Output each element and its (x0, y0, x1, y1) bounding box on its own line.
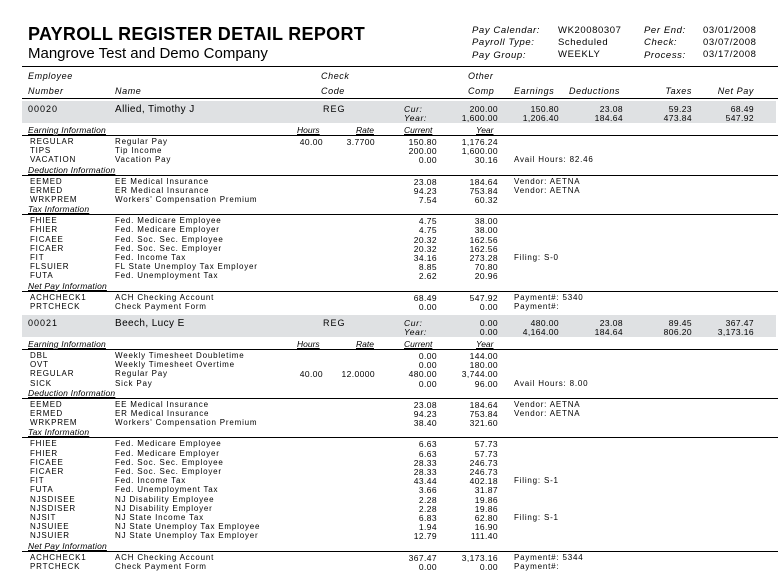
deduction-info-heading: Deduction Information (28, 164, 116, 175)
process-date-value: 03/17/2008 (703, 49, 757, 60)
line-current: 8.85 (418, 262, 437, 273)
employee-name[interactable]: Beech, Lucy E (115, 318, 185, 329)
line-description: Fed. Unemployment Tax (115, 485, 219, 495)
line-year: 753.84 (469, 185, 498, 196)
line-code: FHIEE (30, 216, 58, 226)
employee-number[interactable]: 00021 (28, 318, 59, 328)
line-current: 2.28 (418, 494, 437, 505)
line-description: Fed. Income Tax (115, 253, 186, 262)
line-current: 367.47 (408, 552, 437, 563)
year-taxes: 473.84 (663, 113, 692, 123)
year-label: Year: (404, 327, 427, 337)
line-description: NJ Disability Employer (115, 503, 213, 513)
employee-number[interactable]: 00020 (28, 104, 59, 114)
year-other-comp: 0.00 (479, 327, 498, 337)
line-rate: 12.0000 (341, 369, 375, 380)
line-description: EE Medical Insurance (115, 399, 209, 409)
hours-header: Hours (297, 125, 320, 135)
cur-deductions: 23.08 (599, 104, 623, 114)
line-code: NJSUIER (30, 531, 70, 541)
earning-info-heading: Earning Information (28, 339, 106, 349)
line-code: NJSDISER (30, 503, 76, 513)
line-description: Fed. Income Tax (115, 476, 186, 486)
line-current: 68.49 (413, 292, 437, 303)
header-divider (22, 66, 778, 67)
line-current: 6.63 (418, 439, 437, 450)
year-header: Year (476, 339, 494, 349)
line-code: FHIER (30, 448, 58, 458)
line-current: 3.66 (418, 485, 437, 496)
line-current: 6.63 (418, 448, 437, 459)
line-current: 2.62 (418, 271, 437, 282)
line-note: Vendor: AETNA (514, 409, 581, 418)
section-divider (22, 291, 778, 292)
tax-info-heading: Tax Information (28, 427, 90, 438)
check-date-label: Check: (644, 37, 678, 48)
line-description: ACH Checking Account (115, 292, 215, 302)
line-description: Regular Pay (115, 137, 168, 146)
year-deductions: 184.64 (594, 327, 623, 337)
line-rate: 3.7700 (346, 137, 375, 147)
section-divider (22, 175, 778, 176)
line-code: FUTA (30, 271, 54, 281)
line-description: Weekly Timesheet Doubletime (115, 351, 245, 360)
line-code: ACHCHECK1 (30, 292, 87, 302)
company-name: Mangrove Test and Demo Company (28, 45, 268, 62)
line-code: FUTA (30, 485, 54, 495)
line-current: 4.75 (418, 225, 437, 236)
year-net-pay: 547.92 (725, 113, 754, 123)
line-code: WRKPREM (30, 195, 78, 204)
line-current: 200.00 (408, 146, 437, 157)
payroll-type-value: Scheduled (558, 37, 609, 48)
line-year: 246.73 (469, 457, 498, 468)
line-description: ACH Checking Account (115, 552, 215, 562)
line-year: 184.64 (469, 176, 498, 187)
line-current: 6.83 (418, 513, 437, 523)
line-current: 480.00 (408, 369, 437, 380)
line-hours: 40.00 (299, 137, 323, 147)
line-description: Fed. Medicare Employee (115, 439, 222, 449)
line-code: FIT (30, 476, 45, 486)
section-divider (22, 349, 778, 350)
col-code: Code (321, 86, 345, 96)
line-code: FHIEE (30, 439, 58, 449)
line-current: 7.54 (418, 195, 437, 205)
deduction-info-heading: Deduction Information (28, 387, 116, 398)
line-year: 3,173.16 (461, 552, 498, 563)
line-code: TIPS (30, 146, 51, 156)
col-taxes: Taxes (665, 86, 692, 96)
year-earnings: 4,164.00 (522, 327, 559, 337)
line-year: 30.16 (474, 155, 498, 166)
line-code: FHIER (30, 225, 58, 235)
pay-calendar-value: WK20080307 (558, 25, 622, 36)
line-code: FICAER (30, 467, 65, 476)
line-year: 402.18 (469, 476, 498, 487)
col-earnings: Earnings (514, 86, 555, 96)
netpay-info-heading: Net Pay Information (28, 540, 107, 551)
line-code: OVT (30, 360, 49, 370)
line-description: Check Payment Form (115, 561, 207, 571)
line-description: ER Medical Insurance (115, 409, 210, 418)
line-year: 20.96 (474, 271, 498, 282)
tax-info-heading: Tax Information (28, 204, 90, 215)
line-code: DBL (30, 351, 48, 360)
line-year: 70.80 (474, 262, 498, 273)
line-year: 162.56 (469, 243, 498, 254)
rate-header: Rate (356, 125, 374, 135)
year-header: Year (476, 125, 494, 135)
earning-info-heading: Earning Information (28, 125, 106, 135)
section-divider (22, 214, 778, 215)
line-description: Workers' Compensation Premium (115, 195, 258, 204)
employee-name[interactable]: Allied, Timothy J (115, 104, 195, 115)
line-year: 38.00 (474, 216, 498, 227)
line-hours: 40.00 (299, 369, 323, 380)
line-description: NJ State Unemploy Tax Employer (115, 531, 259, 541)
line-description: Tip Income (115, 146, 163, 156)
line-note: Payment#: 5344 (514, 552, 584, 562)
line-year: 3,744.00 (461, 369, 498, 380)
line-year: 753.84 (469, 409, 498, 419)
line-note: Avail Hours: 8.00 (514, 378, 589, 388)
period-end-value: 03/01/2008 (703, 25, 757, 36)
year-other-comp: 1,600.00 (461, 113, 498, 123)
line-current: 0.00 (418, 561, 437, 572)
line-code: FICAEE (30, 457, 64, 467)
col-deductions: Deductions (569, 86, 621, 96)
col-other: Other (468, 71, 494, 81)
line-current: 20.32 (413, 243, 437, 254)
period-end-label: Per End: (644, 25, 686, 36)
line-description: Fed. Medicare Employer (115, 225, 220, 235)
line-current: 43.44 (413, 476, 437, 487)
line-year: 547.92 (469, 292, 498, 303)
line-current: 0.00 (418, 155, 437, 166)
line-description: Check Payment Form (115, 301, 207, 311)
column-header-divider (22, 98, 778, 99)
check-code: REG (323, 318, 346, 328)
cur-net-pay: 367.47 (725, 318, 754, 328)
line-year: 62.80 (474, 513, 498, 523)
cur-earnings: 150.80 (530, 104, 559, 114)
line-description: ER Medical Insurance (115, 185, 210, 195)
line-code: REGULAR (30, 369, 75, 379)
line-code: FLSUIER (30, 262, 70, 272)
year-label: Year: (404, 113, 427, 123)
line-note: Vendor: AETNA (514, 399, 581, 409)
line-current: 0.00 (418, 378, 437, 389)
col-number: Number (28, 86, 64, 96)
line-code: NJSDISEE (30, 494, 76, 504)
cur-taxes: 89.45 (668, 318, 692, 328)
line-year: 38.00 (474, 225, 498, 236)
line-description: Fed. Unemployment Tax (115, 271, 219, 281)
cur-earnings: 480.00 (530, 318, 559, 328)
line-year: 96.00 (474, 378, 498, 389)
section-divider (22, 551, 778, 552)
line-description: Weekly Timesheet Overtime (115, 360, 235, 370)
line-current: 150.80 (408, 137, 437, 147)
line-code: ACHCHECK1 (30, 552, 87, 562)
section-divider (22, 437, 778, 438)
line-year: 19.86 (474, 503, 498, 514)
line-description: Sick Pay (115, 378, 153, 388)
cur-net-pay: 68.49 (730, 104, 754, 114)
line-year: 57.73 (474, 439, 498, 450)
line-description: NJ State Income Tax (115, 513, 204, 522)
line-code: SICK (30, 378, 52, 388)
section-divider (22, 398, 778, 399)
line-description: Workers' Compensation Premium (115, 418, 258, 428)
current-header: Current (404, 125, 433, 135)
payroll-type-label: Payroll Type: (472, 37, 535, 48)
line-code: ERMED (30, 185, 63, 195)
line-year: 184.64 (469, 399, 498, 410)
line-description: Fed. Soc. Sec. Employee (115, 234, 224, 244)
line-description: Regular Pay (115, 369, 168, 379)
line-current: 4.75 (418, 216, 437, 227)
line-description: Fed. Soc. Sec. Employee (115, 457, 224, 467)
line-current: 94.23 (413, 185, 437, 196)
line-code: NJSIT (30, 513, 57, 522)
line-description: Fed. Soc. Sec. Employer (115, 243, 222, 253)
line-note: Vendor: AETNA (514, 185, 581, 195)
line-year: 19.86 (474, 494, 498, 505)
pay-calendar-label: Pay Calendar: (472, 25, 541, 36)
year-deductions: 184.64 (594, 113, 623, 123)
report-title: PAYROLL REGISTER DETAIL REPORT (28, 24, 366, 44)
check-date-value: 03/07/2008 (703, 37, 757, 48)
line-code: WRKPREM (30, 418, 78, 428)
current-header: Current (404, 339, 433, 349)
line-current: 2.28 (418, 503, 437, 514)
line-current: 0.00 (418, 351, 437, 361)
rate-header: Rate (356, 339, 374, 349)
section-divider (22, 135, 778, 136)
line-note: Payment#: (514, 301, 560, 311)
line-note: Avail Hours: 82.46 (514, 155, 594, 165)
col-comp: Comp (468, 86, 495, 96)
line-note: Filing: S-0 (514, 253, 559, 262)
line-description: FL State Unemploy Tax Employer (115, 262, 258, 272)
line-note: Filing: S-1 (514, 476, 559, 486)
line-description: Fed. Medicare Employee (115, 216, 222, 226)
line-note: Vendor: AETNA (514, 176, 581, 186)
line-year: 144.00 (469, 351, 498, 361)
line-code: FICAER (30, 243, 65, 253)
line-code: EEMED (30, 176, 63, 186)
line-description: Vacation Pay (115, 155, 172, 165)
line-note: Filing: S-1 (514, 513, 559, 522)
pay-group-label: Pay Group: (472, 50, 527, 61)
line-current: 0.00 (418, 301, 437, 312)
line-description: Fed. Soc. Sec. Employer (115, 467, 222, 476)
line-current: 23.08 (413, 399, 437, 410)
hours-header: Hours (297, 339, 320, 349)
line-current: 38.40 (413, 418, 437, 429)
line-description: NJ State Unemploy Tax Employee (115, 522, 261, 532)
line-year: 321.60 (469, 418, 498, 429)
line-description: NJ Disability Employee (115, 494, 215, 504)
process-date-label: Process: (644, 50, 686, 61)
line-current: 28.33 (413, 467, 437, 477)
line-current: 1.94 (418, 522, 437, 533)
line-year: 0.00 (479, 561, 498, 572)
line-code: FICAEE (30, 234, 64, 244)
cur-label: Cur: (404, 318, 423, 328)
line-year: 111.40 (470, 531, 498, 542)
cur-other-comp: 200.00 (469, 104, 498, 114)
col-net-pay: Net Pay (717, 86, 754, 96)
cur-deductions: 23.08 (599, 318, 623, 328)
line-year: 1,176.24 (461, 137, 498, 147)
line-year: 180.00 (469, 360, 498, 371)
line-year: 0.00 (479, 301, 498, 312)
cur-label: Cur: (404, 104, 423, 114)
line-current: 12.79 (413, 531, 437, 542)
line-code: ERMED (30, 409, 63, 418)
netpay-info-heading: Net Pay Information (28, 280, 107, 291)
line-note: Payment#: 5340 (514, 292, 584, 302)
year-earnings: 1,206.40 (522, 113, 559, 123)
line-code: EEMED (30, 399, 63, 409)
line-description: Fed. Medicare Employer (115, 448, 220, 458)
pay-group-value: WEEKLY (558, 49, 601, 60)
line-code: NJSUIEE (30, 522, 70, 532)
line-year: 273.28 (469, 253, 498, 263)
year-taxes: 806.20 (663, 327, 692, 337)
line-current: 34.16 (413, 253, 437, 263)
cur-other-comp: 0.00 (479, 318, 498, 328)
col-name: Name (115, 86, 142, 96)
line-code: PRTCHECK (30, 301, 81, 311)
line-code: VACATION (30, 155, 77, 165)
line-year: 57.73 (474, 448, 498, 459)
line-code: PRTCHECK (30, 561, 81, 571)
col-check: Check (321, 71, 350, 81)
check-code: REG (323, 104, 346, 114)
line-note: Payment#: (514, 561, 560, 571)
line-year: 246.73 (469, 467, 498, 477)
line-year: 31.87 (474, 485, 498, 496)
line-year: 16.90 (474, 522, 498, 533)
line-description: EE Medical Insurance (115, 176, 209, 186)
line-year: 1,600.00 (461, 146, 498, 157)
line-current: 23.08 (413, 176, 437, 187)
line-current: 28.33 (413, 457, 437, 468)
line-current: 0.00 (418, 360, 437, 371)
col-employee: Employee (28, 71, 73, 81)
line-year: 162.56 (469, 234, 498, 245)
line-year: 60.32 (474, 195, 498, 205)
line-current: 20.32 (413, 234, 437, 245)
cur-taxes: 59.23 (668, 104, 692, 114)
line-code: REGULAR (30, 137, 75, 146)
line-current: 94.23 (413, 409, 437, 419)
year-net-pay: 3,173.16 (717, 327, 754, 337)
line-code: FIT (30, 253, 45, 262)
